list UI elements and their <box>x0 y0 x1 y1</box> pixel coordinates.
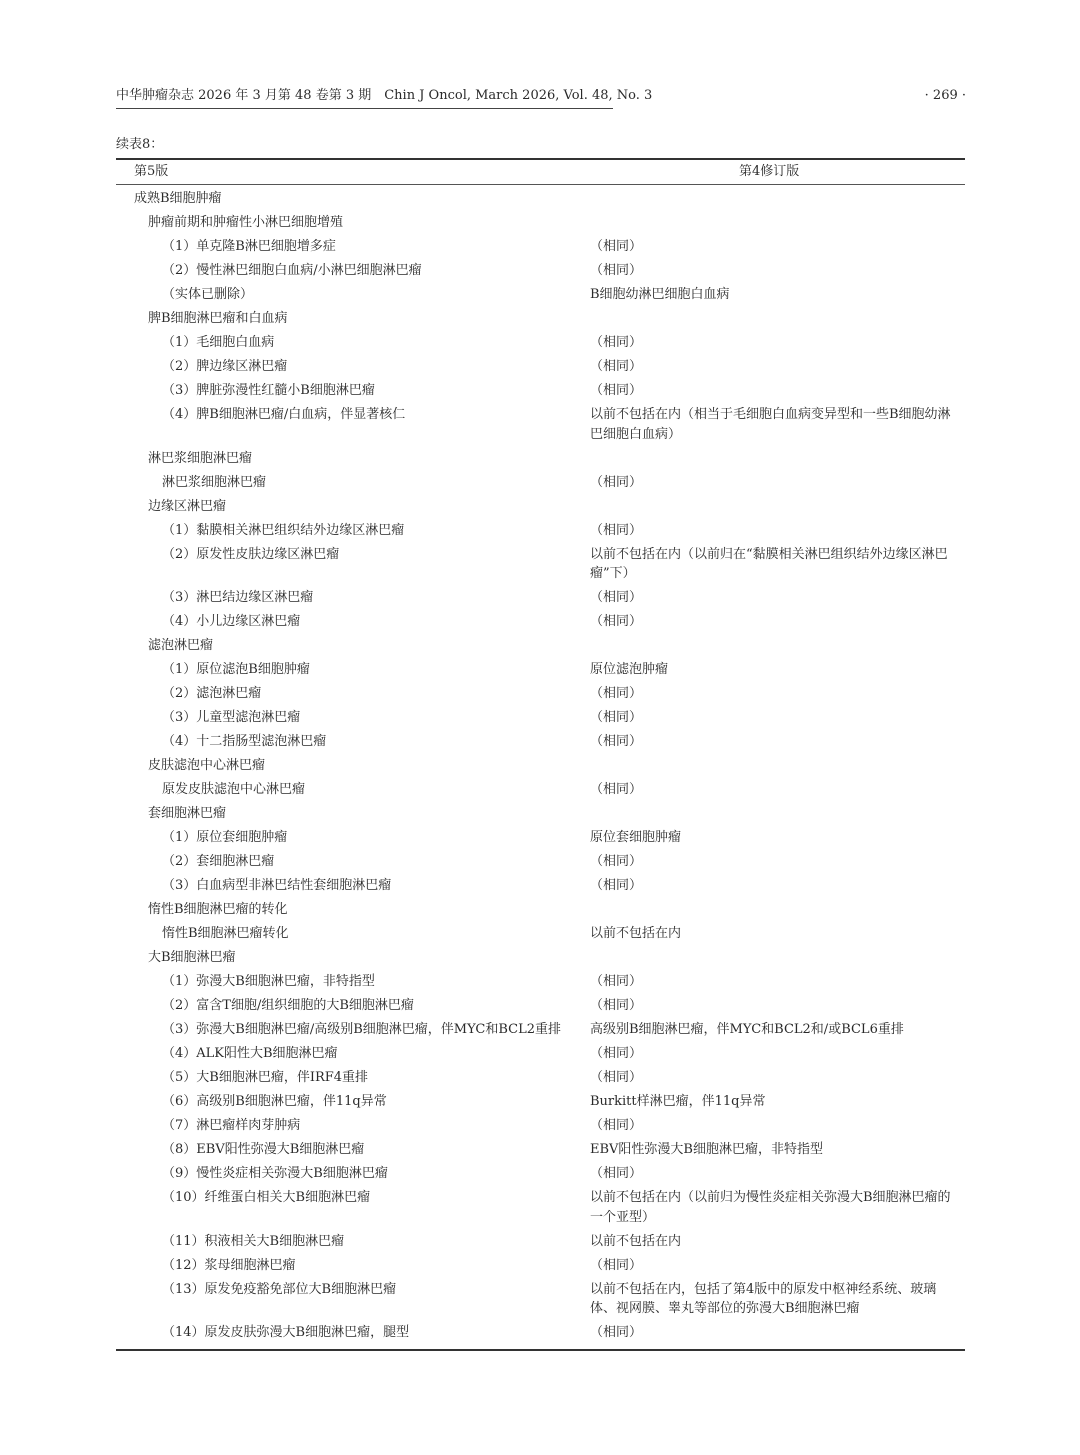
revised-edition-entry: Burkitt样淋巴瘤，伴11q异常 <box>590 1094 766 1110</box>
table-row <box>116 682 965 706</box>
subcategory-heading: 脾B细胞淋巴瘤和白血病 <box>148 311 288 327</box>
subcategory-heading: 肿瘤前期和肿瘤性小淋巴细胞增殖 <box>148 215 344 231</box>
revised-edition-entry: 以前不包括在内，包括了第4版中的原发中枢神经系统、玻璃体、视网膜、睾丸等部位的弥漫大B细胞淋巴瘤 <box>590 1281 937 1317</box>
entity-name: （10）纤维蛋白相关大B细胞淋巴瘤 <box>162 1190 371 1206</box>
revised-edition-entry: （相同） <box>590 998 643 1014</box>
revised-edition-entry: 原位套细胞肿瘤 <box>590 830 682 846</box>
revised-edition-entry <box>590 189 960 209</box>
table-row <box>116 471 965 495</box>
table-row <box>116 874 965 898</box>
revised-edition-entry: （相同） <box>590 263 643 279</box>
revised-edition-entry: 以前不包括在内（以前归在“黏膜相关淋巴组织结外边缘区淋巴瘤”下） <box>590 546 948 582</box>
table-row <box>116 802 965 826</box>
revised-edition-entry: （相同） <box>590 474 643 490</box>
entity-name: （12）浆母细胞淋巴瘤 <box>162 1257 296 1273</box>
revised-edition-entry: 原位滤泡肿瘤 <box>590 662 669 678</box>
column-header-4th-revised: 第4修订版 <box>739 164 800 179</box>
revised-edition-entry: 以前不包括在内（以前归为慢性炎症相关弥漫大B细胞淋巴瘤的一个亚型） <box>590 1190 951 1225</box>
table-row <box>116 519 965 543</box>
table-row <box>116 543 965 587</box>
table-row <box>116 946 965 970</box>
entity-name: （3）儿童型滤泡淋巴瘤 <box>162 710 301 726</box>
entity-name: （7）淋巴瘤样肉芽肿病 <box>162 1118 301 1134</box>
table-row <box>116 403 965 447</box>
table-body <box>116 185 965 1349</box>
table-row <box>116 331 965 355</box>
table-row <box>116 706 965 730</box>
entity-name: （4）脾B细胞淋巴瘤/白血病，伴显著核仁 <box>162 407 406 423</box>
table-row <box>116 1090 965 1114</box>
entity-name: （1）原位套细胞肿瘤 <box>162 830 288 846</box>
revised-edition-entry: 以前不包括在内（相当于毛细胞白血病变异型和一些B细胞幼淋巴细胞白血病） <box>590 407 951 442</box>
table-row <box>116 1138 965 1162</box>
subcategory-heading: 滤泡淋巴瘤 <box>148 638 214 654</box>
table-continuation-label: 续表8： <box>116 137 164 152</box>
table-row <box>116 634 965 658</box>
table-row <box>116 1066 965 1090</box>
revised-edition-entry: （相同） <box>590 854 643 870</box>
table-row <box>116 970 965 994</box>
revised-edition-entry <box>590 900 960 920</box>
entity-name: （4）小儿边缘区淋巴瘤 <box>162 614 301 630</box>
table-row <box>116 610 965 634</box>
subcategory-heading: 套细胞淋巴瘤 <box>148 806 227 822</box>
entity-name: （1）弥漫大B细胞淋巴瘤，非特指型 <box>162 974 375 990</box>
revised-edition-entry <box>590 213 960 233</box>
revised-edition-entry <box>590 948 960 968</box>
entity-name: （2）脾边缘区淋巴瘤 <box>162 359 288 375</box>
table-row <box>116 1114 965 1138</box>
revised-edition-entry <box>590 497 960 517</box>
revised-edition-entry: （相同） <box>590 974 643 990</box>
category-heading: 成熟B细胞肿瘤 <box>134 191 222 207</box>
table-row <box>116 1042 965 1066</box>
revised-edition-entry: （相同） <box>590 1046 643 1062</box>
table-row <box>116 211 965 235</box>
revised-edition-entry: （相同） <box>590 522 643 538</box>
table-row <box>116 283 965 307</box>
revised-edition-entry: （相同） <box>590 1118 643 1134</box>
entity-name: （1）单克隆B淋巴细胞增多症 <box>162 239 336 255</box>
table-row <box>116 355 965 379</box>
entity-name: （5）大B细胞淋巴瘤，伴IRF4重排 <box>162 1070 369 1086</box>
revised-edition-entry: （相同） <box>590 878 643 894</box>
table-row <box>116 1186 965 1230</box>
table-row <box>116 586 965 610</box>
table-row <box>116 235 965 259</box>
revised-edition-entry: （相同） <box>590 1325 643 1341</box>
page-number: · 269 · <box>924 88 966 103</box>
entity-name: （3）弥漫大B细胞淋巴瘤/高级别B细胞淋巴瘤，伴MYC和BCL2重排 <box>162 1022 562 1038</box>
entity-name: （1）原位滤泡B细胞肿瘤 <box>162 662 310 678</box>
entity-name: （2）滤泡淋巴瘤 <box>162 686 262 702</box>
table-row <box>116 922 965 946</box>
subcategory-heading: 惰性B细胞淋巴瘤的转化 <box>148 902 288 918</box>
entity-name: （4）十二指肠型滤泡淋巴瘤 <box>162 734 327 750</box>
entity-name: （2）套细胞淋巴瘤 <box>162 854 275 870</box>
revised-edition-entry: EBV阳性弥漫大B细胞淋巴瘤，非特指型 <box>590 1142 823 1158</box>
table-row <box>116 994 965 1018</box>
revised-edition-entry: B细胞幼淋巴细胞白血病 <box>590 287 730 303</box>
revised-edition-entry <box>590 309 960 329</box>
entity-name: （1）毛细胞白血病 <box>162 335 275 351</box>
entity-name: （实体已删除） <box>162 287 254 303</box>
table-bottom-rule <box>116 1349 965 1351</box>
entity-name: （3）白血病型非淋巴结性套细胞淋巴瘤 <box>162 878 392 894</box>
table-row <box>116 754 965 778</box>
header-rule <box>116 108 613 109</box>
entity-name: （3）淋巴结边缘区淋巴瘤 <box>162 590 314 606</box>
subcategory-heading: 皮肤滤泡中心淋巴瘤 <box>148 758 266 774</box>
entity-name: （14）原发皮肤弥漫大B细胞淋巴瘤，腿型 <box>162 1325 410 1341</box>
revised-edition-entry: （相同） <box>590 359 643 375</box>
running-header <box>116 86 966 110</box>
table-row <box>116 658 965 682</box>
revised-edition-entry: （相同） <box>590 782 643 798</box>
journal-citation: 中华肿瘤杂志 2026 年 3 月第 48 卷第 3 期 Chin J Oncol, March 2026, Vol. 48, No. 3 <box>116 88 653 103</box>
table-row <box>116 259 965 283</box>
table-row <box>116 379 965 403</box>
table-row <box>116 898 965 922</box>
revised-edition-entry: （相同） <box>590 335 643 351</box>
entity-name: （8）EBV阳性弥漫大B细胞淋巴瘤 <box>162 1142 365 1158</box>
column-header-5th-edition: 第5版 <box>134 164 169 179</box>
table-row <box>116 778 965 802</box>
entity-name: （2）原发性皮肤边缘区淋巴瘤 <box>162 546 340 562</box>
table-row <box>116 1278 965 1322</box>
entity-name: （11）积液相关大B细胞淋巴瘤 <box>162 1233 345 1249</box>
revised-edition-entry: （相同） <box>590 614 643 630</box>
table-row <box>116 1254 965 1278</box>
subcategory-heading: 大B细胞淋巴瘤 <box>148 950 236 966</box>
entity-name: （9）慢性炎症相关弥漫大B细胞淋巴瘤 <box>162 1166 388 1182</box>
subcategory-heading: 边缘区淋巴瘤 <box>148 498 227 514</box>
revised-edition-entry: 以前不包括在内 <box>590 1233 682 1249</box>
revised-edition-entry: （相同） <box>590 590 643 606</box>
revised-edition-entry <box>590 449 960 469</box>
entity-name: （3）脾脏弥漫性红髓小B细胞淋巴瘤 <box>162 383 375 399</box>
revised-edition-entry <box>590 756 960 776</box>
table-row <box>116 1162 965 1186</box>
table-row <box>116 730 965 754</box>
table-row <box>116 307 965 331</box>
revised-edition-entry <box>590 804 960 824</box>
entity-name: （2）富含T细胞/组织细胞的大B细胞淋巴瘤 <box>162 998 414 1014</box>
revised-edition-entry <box>590 636 960 656</box>
revised-edition-entry: （相同） <box>590 239 643 255</box>
entity-name: 原发皮肤滤泡中心淋巴瘤 <box>162 782 306 798</box>
table-row <box>116 447 965 471</box>
entity-name: （6）高级别B细胞淋巴瘤，伴11q异常 <box>162 1094 387 1110</box>
table-row <box>116 1321 965 1345</box>
revised-edition-entry: （相同） <box>590 383 643 399</box>
classification-table <box>116 158 965 1351</box>
table-row <box>116 495 965 519</box>
table-row <box>116 850 965 874</box>
revised-edition-entry: （相同） <box>590 710 643 726</box>
table-row <box>116 187 965 211</box>
entity-name: 淋巴浆细胞淋巴瘤 <box>162 474 267 490</box>
entity-name: （2）慢性淋巴细胞白血病/小淋巴细胞淋巴瘤 <box>162 263 422 279</box>
revised-edition-entry: （相同） <box>590 1070 643 1086</box>
revised-edition-entry: （相同） <box>590 686 643 702</box>
revised-edition-entry: 高级别B细胞淋巴瘤，伴MYC和BCL2和/或BCL6重排 <box>590 1022 904 1038</box>
entity-name: （13）原发免疫豁免部位大B细胞淋巴瘤 <box>162 1281 397 1297</box>
revised-edition-entry: （相同） <box>590 1257 643 1273</box>
entity-name: （1）黏膜相关淋巴组织结外边缘区淋巴瘤 <box>162 522 405 538</box>
revised-edition-entry: （相同） <box>590 1166 643 1182</box>
entity-name: 惰性B细胞淋巴瘤转化 <box>162 926 289 942</box>
table-header <box>116 160 965 184</box>
table-row <box>116 1230 965 1254</box>
table-row <box>116 826 965 850</box>
revised-edition-entry: （相同） <box>590 734 643 750</box>
subcategory-heading: 淋巴浆细胞淋巴瘤 <box>148 450 253 466</box>
entity-name: （4）ALK阳性大B细胞淋巴瘤 <box>162 1046 338 1062</box>
table-row <box>116 1018 965 1042</box>
revised-edition-entry: 以前不包括在内 <box>590 926 682 942</box>
